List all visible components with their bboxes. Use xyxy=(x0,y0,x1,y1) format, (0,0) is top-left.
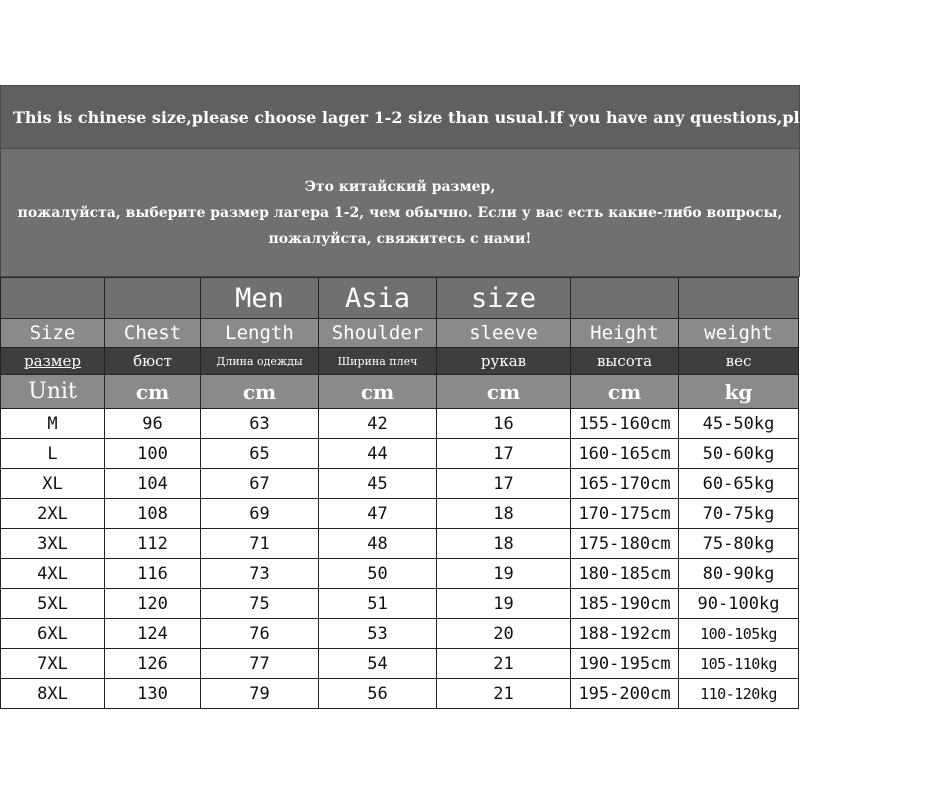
title-cell xyxy=(571,278,679,319)
table-row xyxy=(1,409,799,439)
cell-shoulder: 56 xyxy=(319,679,437,709)
header-shoulder: Shoulder xyxy=(319,319,437,348)
cell-size: XL xyxy=(1,469,105,499)
unit-cell: kg xyxy=(679,375,799,409)
cell-weight: 90-100kg xyxy=(679,589,799,619)
cell-chest: 112 xyxy=(105,529,201,559)
cell-height: 180-185cm xyxy=(571,559,679,589)
cell-chest: 120 xyxy=(105,589,201,619)
cell-chest: 130 xyxy=(105,679,201,709)
cell-sleeve: 16 xyxy=(437,409,571,439)
cell-sleeve: 18 xyxy=(437,529,571,559)
cell-chest: 104 xyxy=(105,469,201,499)
table-row xyxy=(1,619,799,649)
cell-chest: 126 xyxy=(105,649,201,679)
cell-weight: 100-105kg xyxy=(679,619,799,649)
notice-russian xyxy=(0,149,800,277)
header-sleeve: sleeve xyxy=(437,319,571,348)
cell-size: 7XL xyxy=(1,649,105,679)
cell-sleeve: 20 xyxy=(437,619,571,649)
table-row xyxy=(1,679,799,709)
cell-weight: 110-120kg xyxy=(679,679,799,709)
header-weight: weight xyxy=(679,319,799,348)
header-ru-sleeve: рукав xyxy=(437,348,571,375)
cell-weight: 70-75kg xyxy=(679,499,799,529)
cell-chest: 124 xyxy=(105,619,201,649)
cell-sleeve: 19 xyxy=(437,559,571,589)
unit-cell: cm xyxy=(571,375,679,409)
notice-english-text: This is chinese size,please choose lager 1-2 size than usual.If you have any questions,please contact us! xyxy=(13,107,945,127)
unit-cell: cm xyxy=(319,375,437,409)
cell-shoulder: 47 xyxy=(319,499,437,529)
notice-russian-line-1: Это китайский размер, xyxy=(304,178,496,195)
size-table xyxy=(0,277,799,709)
cell-chest: 116 xyxy=(105,559,201,589)
cell-length: 77 xyxy=(201,649,319,679)
notice-russian-line-2: пожалуйста, выберите размер лагера 1-2, чем обычно. Если у вас есть какие-либо вопросы, xyxy=(17,204,783,221)
unit-label: Unit xyxy=(1,375,105,409)
cell-length: 69 xyxy=(201,499,319,529)
header-height: Height xyxy=(571,319,679,348)
cell-height: 160-165cm xyxy=(571,439,679,469)
cell-chest: 108 xyxy=(105,499,201,529)
cell-height: 175-180cm xyxy=(571,529,679,559)
header-ru-height: высота xyxy=(571,348,679,375)
cell-sleeve: 17 xyxy=(437,439,571,469)
cell-height: 190-195cm xyxy=(571,649,679,679)
cell-weight: 50-60kg xyxy=(679,439,799,469)
cell-shoulder: 50 xyxy=(319,559,437,589)
cell-chest: 96 xyxy=(105,409,201,439)
header-ru-shoulder: Ширина плеч xyxy=(319,348,437,375)
table-row xyxy=(1,649,799,679)
header-chest: Chest xyxy=(105,319,201,348)
notice-english xyxy=(0,85,945,149)
cell-length: 79 xyxy=(201,679,319,709)
table-row xyxy=(1,589,799,619)
unit-cell: cm xyxy=(201,375,319,409)
cell-length: 67 xyxy=(201,469,319,499)
header-size: Size xyxy=(1,319,105,348)
cell-length: 63 xyxy=(201,409,319,439)
table-row xyxy=(1,499,799,529)
cell-sleeve: 21 xyxy=(437,649,571,679)
cell-size: 6XL xyxy=(1,619,105,649)
cell-weight: 105-110kg xyxy=(679,649,799,679)
cell-length: 73 xyxy=(201,559,319,589)
header-length: Length xyxy=(201,319,319,348)
cell-size: 5XL xyxy=(1,589,105,619)
cell-weight: 80-90kg xyxy=(679,559,799,589)
notice-russian-line-3: пожалуйста, свяжитесь с нами! xyxy=(268,230,532,247)
table-title-row xyxy=(1,278,799,319)
title-cell: Men xyxy=(201,278,319,319)
unit-cell: cm xyxy=(105,375,201,409)
title-cell: size xyxy=(437,278,571,319)
cell-shoulder: 53 xyxy=(319,619,437,649)
title-cell: Asia xyxy=(319,278,437,319)
title-cell xyxy=(1,278,105,319)
cell-chest: 100 xyxy=(105,439,201,469)
table-row xyxy=(1,469,799,499)
cell-size: L xyxy=(1,439,105,469)
cell-size: 4XL xyxy=(1,559,105,589)
header-ru-weight: вес xyxy=(679,348,799,375)
cell-sleeve: 18 xyxy=(437,499,571,529)
cell-size: 3XL xyxy=(1,529,105,559)
cell-height: 165-170cm xyxy=(571,469,679,499)
header-row-english xyxy=(1,319,799,348)
cell-sleeve: 17 xyxy=(437,469,571,499)
unit-row xyxy=(1,375,799,409)
cell-shoulder: 51 xyxy=(319,589,437,619)
cell-height: 155-160cm xyxy=(571,409,679,439)
cell-size: M xyxy=(1,409,105,439)
title-cell xyxy=(679,278,799,319)
header-row-russian xyxy=(1,348,799,375)
header-ru-chest: бюст xyxy=(105,348,201,375)
cell-length: 71 xyxy=(201,529,319,559)
cell-height: 195-200cm xyxy=(571,679,679,709)
cell-sleeve: 21 xyxy=(437,679,571,709)
cell-weight: 75-80kg xyxy=(679,529,799,559)
size-chart xyxy=(0,85,945,709)
table-row xyxy=(1,529,799,559)
cell-height: 170-175cm xyxy=(571,499,679,529)
cell-size: 2XL xyxy=(1,499,105,529)
cell-shoulder: 54 xyxy=(319,649,437,679)
header-ru-length: Длина одежды xyxy=(201,348,319,375)
table-row xyxy=(1,439,799,469)
cell-size: 8XL xyxy=(1,679,105,709)
cell-height: 188-192cm xyxy=(571,619,679,649)
title-cell xyxy=(105,278,201,319)
cell-shoulder: 42 xyxy=(319,409,437,439)
cell-weight: 60-65kg xyxy=(679,469,799,499)
cell-shoulder: 48 xyxy=(319,529,437,559)
cell-shoulder: 44 xyxy=(319,439,437,469)
cell-height: 185-190cm xyxy=(571,589,679,619)
header-ru-size: размер xyxy=(1,348,105,375)
cell-length: 76 xyxy=(201,619,319,649)
cell-sleeve: 19 xyxy=(437,589,571,619)
table-row xyxy=(1,559,799,589)
unit-cell: cm xyxy=(437,375,571,409)
cell-shoulder: 45 xyxy=(319,469,437,499)
cell-length: 65 xyxy=(201,439,319,469)
cell-length: 75 xyxy=(201,589,319,619)
cell-weight: 45-50kg xyxy=(679,409,799,439)
